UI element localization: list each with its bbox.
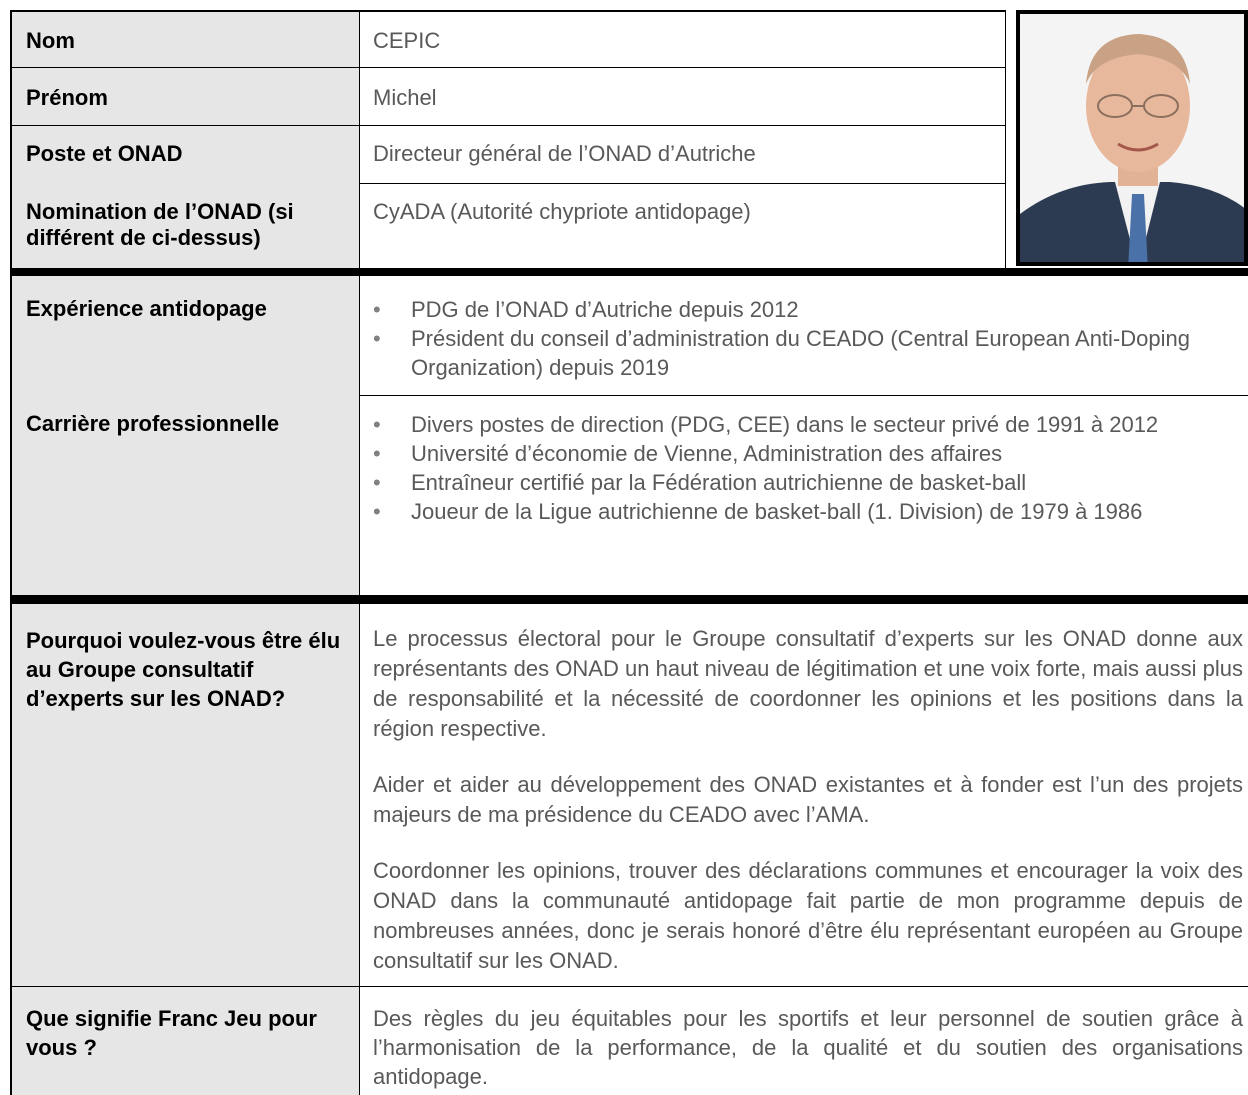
nomination-value: CyADA (Autorité chypriote antidopage) xyxy=(373,199,751,224)
carriere-item: • Joueur de la Ligue autrichienne de basket-ball (1. Division) de 1979 à 1986 xyxy=(363,497,1233,526)
prenom-value: Michel xyxy=(373,85,437,110)
prenom-label: Prénom xyxy=(26,85,108,110)
grid-line xyxy=(359,395,1248,396)
grid-line xyxy=(10,67,1006,68)
candidate-photo xyxy=(1016,10,1248,266)
grid-line xyxy=(10,10,12,268)
grid-line xyxy=(359,276,360,595)
nom-label: Nom xyxy=(26,28,75,53)
nom-value: CEPIC xyxy=(373,28,441,53)
poste-label: Poste et ONAD xyxy=(26,141,183,166)
carriere-list xyxy=(363,410,1233,526)
grid-line xyxy=(359,604,360,1095)
grid-line xyxy=(1005,10,1006,268)
pourquoi-text xyxy=(373,624,1243,976)
pourquoi-paragraph: Le processus électoral pour le Groupe consultatif d’experts sur les ONAD donne aux représentants des ONAD un haut niveau de légitimation et une voix forte, mais aussi plus de responsabilité et la nécessité de coordonner les opinions et les positions dans la région respective. xyxy=(373,626,1243,741)
experience-item: • PDG de l’ONAD d’Autriche depuis 2012 xyxy=(363,295,1248,324)
poste-value: Directeur général de l’ONAD d’Autriche xyxy=(373,141,756,166)
carriere-item: • Entraîneur certifié par la Fédération autrichienne de basket-ball xyxy=(363,468,1233,497)
grid-line xyxy=(10,604,12,1095)
portrait-image xyxy=(1020,14,1248,266)
grid-line xyxy=(359,183,1006,184)
pourquoi-paragraph: Coordonner les opinions, trouver des déclarations communes et encourager la voix des ONAD dans la communauté antidopage fait partie de mon programme depuis de nombreuses années, donc je serais honoré d’être élu représentant européen au Groupe consultatif sur les ONAD. xyxy=(373,858,1243,973)
pourquoi-paragraph: Aider et aider au développement des ONAD existantes et à fonder est l’un des projets majeurs de ma présidence du CEADO avec l’AMA. xyxy=(373,772,1243,827)
franc-jeu-label: Que signifie Franc Jeu pour vous ? xyxy=(26,1006,317,1060)
grid-line xyxy=(10,276,12,595)
experience-item: • Président du conseil d’administration du CEADO (Central European Anti-Doping Organization) depuis 2019 xyxy=(363,324,1248,382)
experience-list xyxy=(363,295,1248,382)
carriere-item: • Divers postes de direction (PDG, CEE) dans le secteur privé de 1991 à 2012 xyxy=(363,410,1233,439)
grid-line xyxy=(10,125,1006,126)
section-divider xyxy=(10,268,1248,276)
section-divider xyxy=(10,595,1248,604)
experience-label: Expérience antidopage xyxy=(26,296,267,321)
pourquoi-label: Pourquoi voulez-vous être élu au Groupe consultatif d’experts sur les ONAD? xyxy=(26,628,341,711)
carriere-label: Carrière professionnelle xyxy=(26,411,280,436)
nomination-label: Nomination de l’ONAD (si différent de ci-dessus) xyxy=(26,199,294,250)
carriere-item: • Université d’économie de Vienne, Administration des affaires xyxy=(363,439,1233,468)
franc-jeu-value: Des règles du jeu équitables pour les sportifs et leur personnel de soutien grâce à l’harmonisation de la performance, de la qualité et du soutien des organisations antidopage. xyxy=(373,1006,1243,1089)
grid-line xyxy=(10,10,1006,12)
grid-line xyxy=(359,10,360,268)
